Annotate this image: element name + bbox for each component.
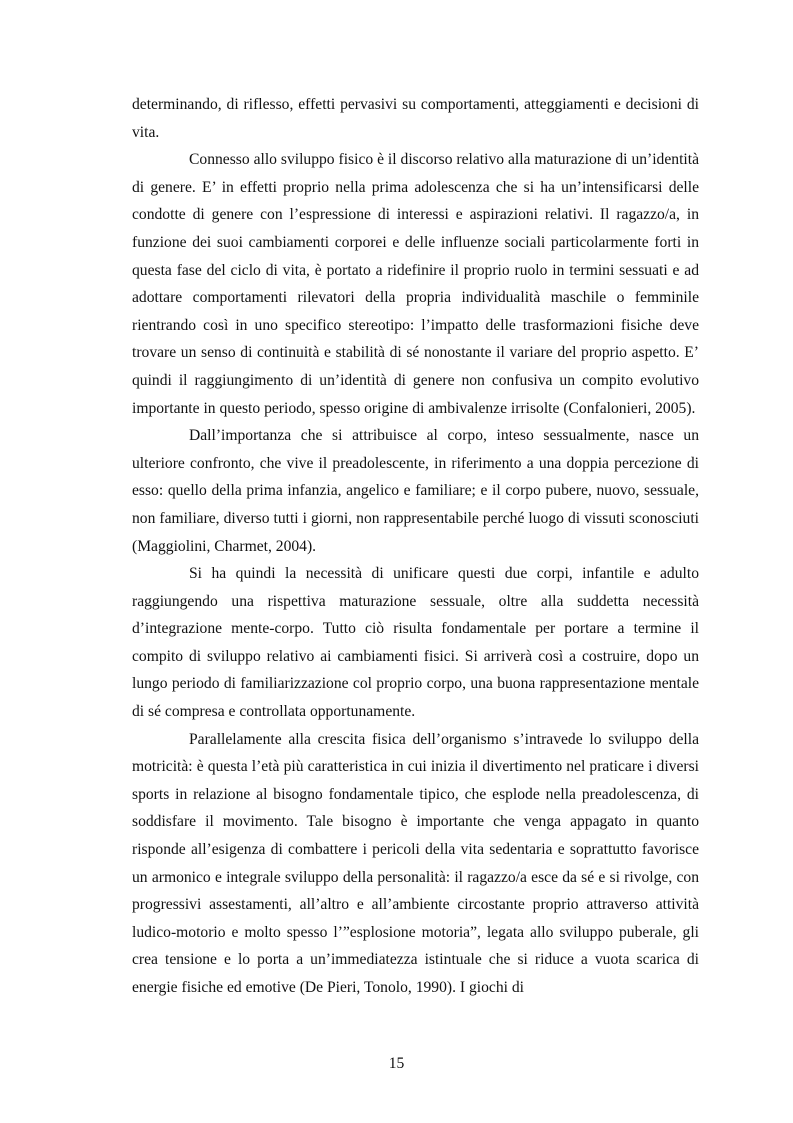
page-number: 15 <box>388 1055 405 1072</box>
paragraph-gender-identity: Connesso allo sviluppo fisico è il discorso relativo alla maturazione di un’identità di genere. E’ in effetti proprio nella prima adolescenza che si ha un’intensificarsi delle condotte di genere con l’espressione di interessi e aspirazioni relativi. Il ragazzo/a, in funzione dei suoi cambiamenti corporei e delle influenze sociali particolarmente forti in questa fase del ciclo di vita, è portato a ridefinire il proprio ruolo in termini sessuati e ad adottare comportamenti rilevatori della propria individualità maschile o femminile rientrando così in uno specifico stereotipo: l’impatto delle trasformazioni fisiche deve trovare un senso di continuità e stabilità di sé nonostante il variare del proprio aspetto. E’ quindi il raggiungimento di un’identità di genere non confusiva un compito evolutivo importante in questo periodo, spesso origine di ambivalenze irrisolte (Confalonieri, 2005). <box>132 151 699 417</box>
paragraph-body-perception: Dall’importanza che si attribuisce al corpo, inteso sessualmente, nasce un ulteriore confronto, che vive il preadolescente, in riferimento a una doppia percezione di esso: quello della prima infanzia, angelico e familiare; e il corpo pubere, nuovo, sessuale, non familiare, diverso tutti i giorni, non rappresentabile perché luogo di vissuti sconosciuti (Maggiolini, Charmet, 2004). <box>132 427 699 555</box>
page-body <box>132 91 699 1002</box>
paragraph-motor-development: Parallelamente alla crescita fisica dell’organismo s’intravede lo sviluppo della motricità: è questa l’età più caratteristica in cui inizia il divertimento nel praticare i diversi sports in relazione al bisogno fondamentale tipico, che esplode nella preadolescenza, di soddisfare il movimento. Tale bisogno è importante che venga appagato in quanto risponde all’esigenza di combattere i pericoli della vita sedentaria e soprattutto favorisce un armonico e integrale sviluppo della personalità: il ragazzo/a esce da sé e si rivolge, con progressivi assestamenti, all’altro e all’ambiente circostante proprio attraverso attività ludico-motorio e molto spesso l’”esplosione motoria”, legata allo sviluppo puberale, gli crea tensione e lo porta a un’immediatezza istintuale che si riduce a vuota scarica di energie fisiche ed emotive (De Pieri, Tonolo, 1990). I giochi di <box>132 730 699 996</box>
paragraph-continuation: determinando, di riflesso, effetti pervasivi su comportamenti, atteggiamenti e decisioni di vita. <box>132 96 699 141</box>
paragraph-body-integration: Si ha quindi la necessità di unificare questi due corpi, infantile e adulto raggiungendo una rispettiva maturazione sessuale, oltre alla suddetta necessità d’integrazione mente-corpo. Tutto ciò risulta fondamentale per portare a termine il compito di sviluppo relativo ai cambiamenti fisici. Si arriverà così a costruire, dopo un lungo periodo di familiarizzazione col proprio corpo, una buona rappresentazione mentale di sé compresa e controllata opportunamente. <box>132 565 699 721</box>
